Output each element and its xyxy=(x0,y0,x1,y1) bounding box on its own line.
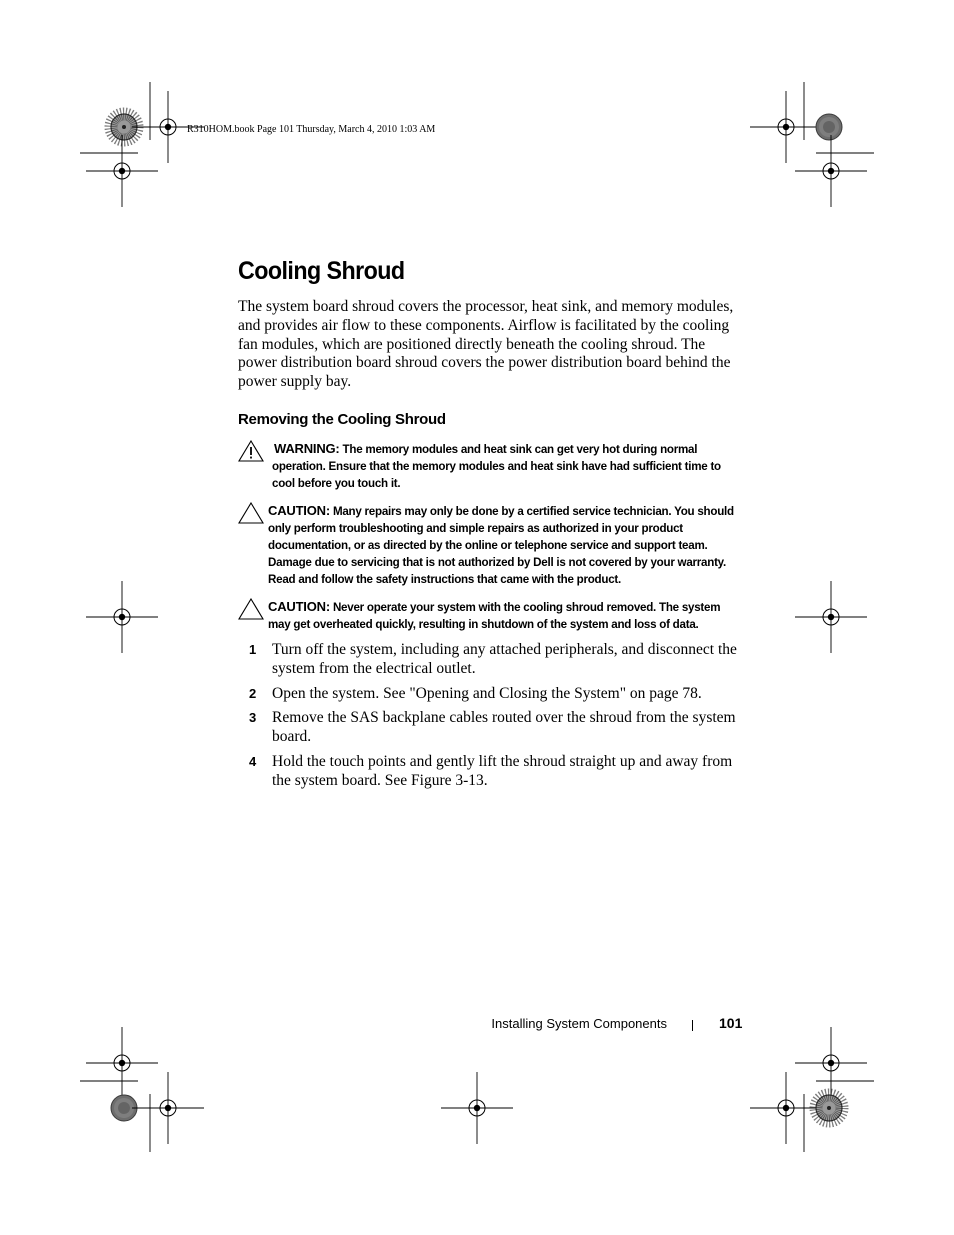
footer-section-title: Installing System Components xyxy=(491,1016,667,1031)
caution-text: Never operate your system with the cooling shroud removed. The system may get overheated quickly, resulting in shutdown of the system and loss of data. xyxy=(268,600,721,631)
step-number: 1 xyxy=(249,641,257,657)
caution-triangle-icon xyxy=(238,502,264,529)
procedure-steps xyxy=(238,641,738,791)
caution-label: CAUTION: xyxy=(268,598,330,614)
section-heading: Removing the Cooling Shroud xyxy=(238,410,446,428)
list-item xyxy=(238,685,738,704)
caution-notice xyxy=(238,598,738,633)
page-content xyxy=(238,252,738,797)
page-title: Cooling Shroud xyxy=(238,257,405,285)
page-footer xyxy=(0,1014,954,1036)
caution-notice xyxy=(238,502,738,588)
step-text: Remove the SAS backplane cables routed over the shroud from the system board. xyxy=(272,709,736,746)
warning-label: WARNING: xyxy=(274,440,340,456)
footer-divider xyxy=(692,1020,693,1031)
list-item xyxy=(238,641,738,679)
list-item xyxy=(238,753,738,791)
caution-triangle-icon xyxy=(238,598,264,625)
warning-text: The memory modules and heat sink can get very hot during normal operation. Ensure that the memory modules and heat sink have had sufficient time to cool before you touch it. xyxy=(272,442,721,490)
warning-notice xyxy=(238,440,738,492)
step-text: Open the system. See "Opening and Closing the System" on page 78. xyxy=(272,684,702,702)
intro-paragraph: The system board shroud covers the processor, heat sink, and memory modules, and provides air flow to these components. Airflow is facilitated by the cooling fan modules, which are positioned directly beneath the cooling shroud. The power distribution board shroud covers the power distribution board behind the power supply bay. xyxy=(238,298,734,391)
step-number: 2 xyxy=(249,685,257,701)
step-number: 3 xyxy=(249,710,257,726)
caution-label: CAUTION: xyxy=(268,502,330,518)
caution-text: Many repairs may only be done by a certified service technician. You should only perform troubleshooting and simple repairs as authorized in your product documentation, or as directed by the online or telephone service and support team. Damage due to servicing that is not authorized by Dell is not covered by your warranty. Read and follow the safety instructions that came with the product. xyxy=(268,504,734,586)
list-item xyxy=(238,709,738,747)
printer-slug-line: R310HOM.book Page 101 Thursday, March 4, 2010 1:03 AM xyxy=(187,124,436,135)
warning-triangle-icon xyxy=(238,440,264,467)
step-text: Turn off the system, including any attached peripherals, and disconnect the system from the electrical outlet. xyxy=(272,640,737,677)
page-number: 101 xyxy=(719,1015,743,1031)
step-number: 4 xyxy=(249,753,257,769)
step-text: Hold the touch points and gently lift the shroud straight up and away from the system board. See Figure 3-13. xyxy=(272,752,733,789)
